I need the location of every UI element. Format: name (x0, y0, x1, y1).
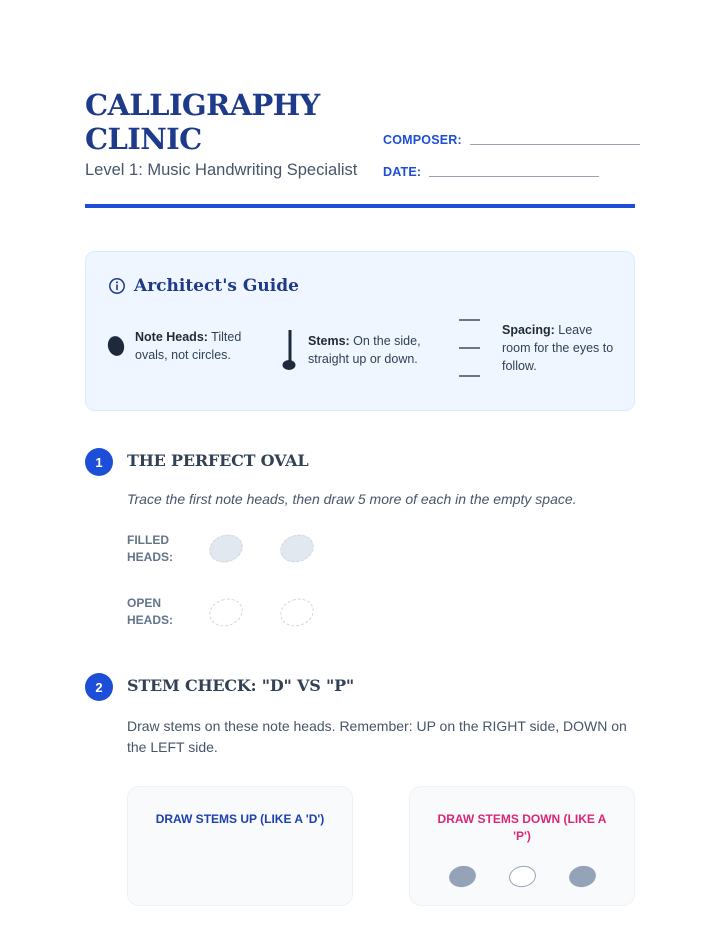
header-divider (85, 204, 635, 208)
step-number-badge: 2 (85, 673, 113, 701)
stems-down-title: DRAW STEMS DOWN (LIKE A 'P') (437, 812, 607, 843)
date-field[interactable] (383, 165, 599, 179)
stem-icon (282, 328, 298, 372)
architects-guide-panel (85, 251, 635, 411)
trace-filled-oval[interactable] (206, 530, 247, 566)
step-title: THE PERFECT OVAL (127, 451, 309, 470)
step-number-badge: 1 (85, 448, 113, 476)
note-head-icon (106, 333, 126, 359)
stems-up-title: DRAW STEMS UP (LIKE A 'D') (155, 812, 325, 826)
step-perfect-oval (85, 448, 635, 638)
filled-heads-label: FILLED HEADS: (127, 533, 174, 564)
composer-line[interactable] (470, 144, 640, 145)
step-instruction: Trace the first note heads, then draw 5 more of each in the empty space. (127, 491, 577, 507)
tip-spacing (458, 316, 614, 380)
step-stem-check (85, 673, 635, 773)
note-head-filled[interactable] (567, 864, 597, 889)
stems-down-card[interactable] (409, 786, 635, 906)
step-instruction: Draw stems on these note heads. Remember: UP on the RIGHT side, DOWN on the LEFT side. (127, 718, 627, 755)
spacing-lines-icon (458, 316, 482, 380)
stems-up-card[interactable] (127, 786, 353, 906)
tip-description: On the side, straight up or down. (308, 334, 421, 366)
trace-open-oval[interactable] (206, 594, 247, 630)
worksheet-header (85, 88, 635, 208)
composer-label: COMPOSER: (383, 133, 462, 147)
tip-term: Stems: (308, 334, 350, 348)
info-icon (108, 277, 126, 295)
tip-description: Leave room for the eyes to follow. (502, 323, 614, 373)
note-head-open[interactable] (507, 864, 537, 889)
trace-open-oval[interactable] (277, 594, 318, 630)
step-title: STEM CHECK: "D" VS "P" (127, 676, 355, 695)
note-head-filled[interactable] (447, 864, 477, 889)
guide-header (108, 276, 299, 296)
date-label: DATE: (383, 165, 422, 179)
tip-term: Note Heads: (135, 330, 208, 344)
composer-field[interactable] (383, 133, 640, 147)
date-line[interactable] (429, 176, 599, 177)
guide-title: Architect's Guide (134, 276, 299, 296)
page-title: CALLIGRAPHY CLINIC (85, 88, 320, 156)
page-subtitle: Level 1: Music Handwriting Specialist (85, 161, 358, 179)
tip-note-heads (106, 328, 253, 364)
trace-filled-oval[interactable] (277, 530, 318, 566)
tip-term: Spacing: (502, 323, 555, 337)
tip-description: Tilted ovals, not circles. (135, 330, 242, 362)
tip-stems (282, 328, 432, 372)
open-heads-label: OPEN HEADS: (127, 596, 174, 627)
